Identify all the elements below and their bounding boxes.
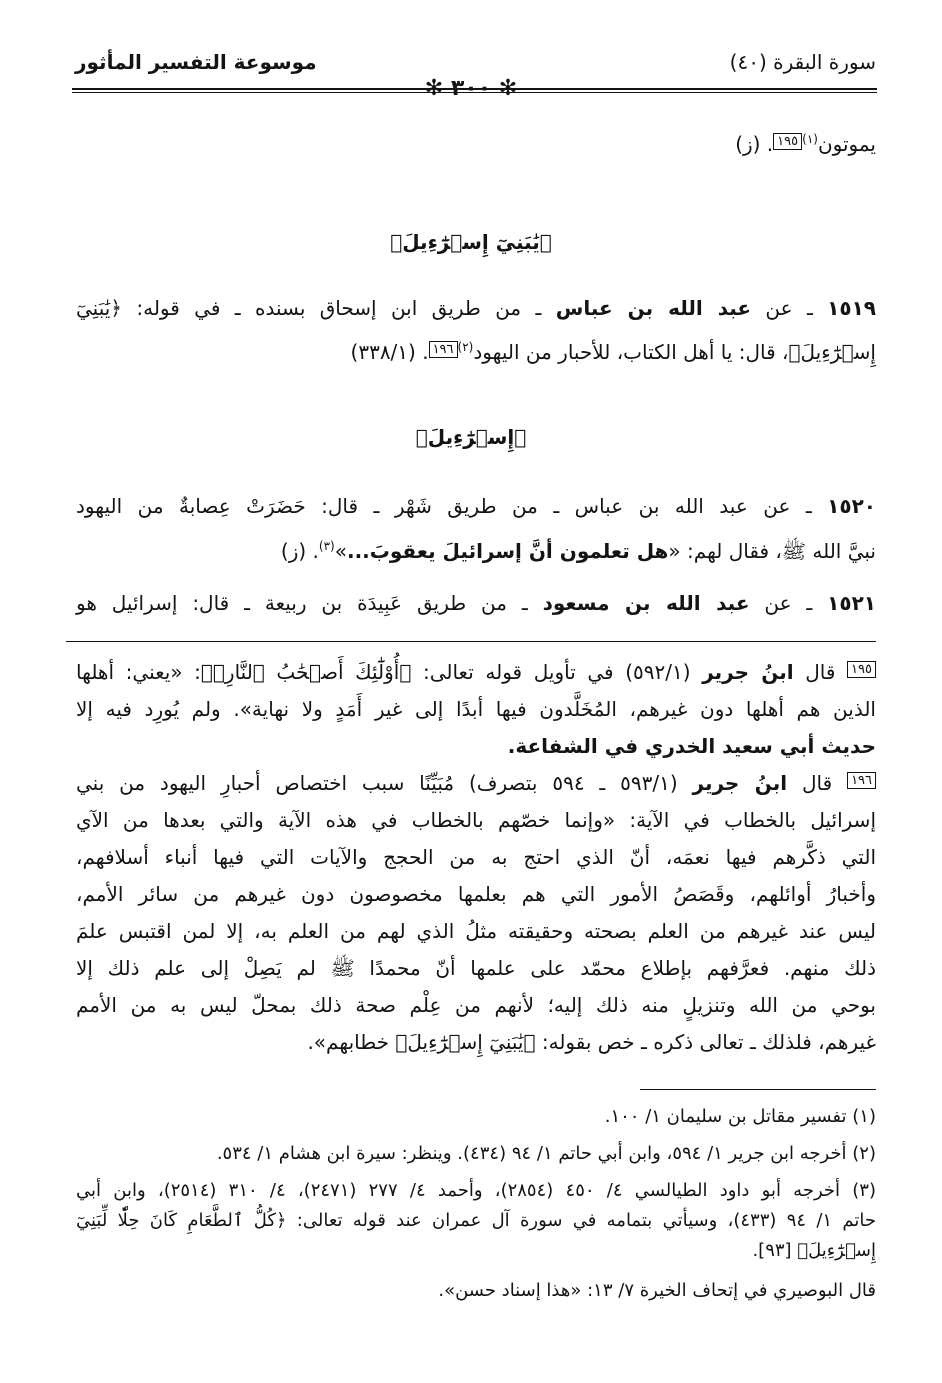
note-196-line: إسرائيل بالخطاب في الآية: «وإنما خصّهم بالخطاب في هذه الآية والتي بعدها من الآي — [76, 808, 876, 832]
hadith-number: ١٥١٩ — [827, 296, 876, 320]
note-196-line: غيرهم، فلذلك ـ تعالى ذكره ـ خص بقوله: ﴿يَٰبَنِيٓ إِسۡرَٰٓءِيلَ﴾ خطابهم». — [307, 1030, 876, 1054]
note-number-box: ١٩٥ — [847, 661, 876, 678]
footnote-1: (١) تفسير مقاتل بن سليمان ١/ ١٠٠. — [604, 1106, 876, 1127]
hadith-number: ١٥٢١ — [827, 591, 876, 615]
paragraph-1521-line: ١٥٢١ ـ عن عبد الله بن مسعود ـ من طريق عَبِيدَة بن ربيعة ـ قال: إسرائيل هو — [76, 591, 876, 615]
paragraph-1520-line: نبيَّ الله ﷺ، فقال لهم: «هل تعلمون أنَّ إسرائيلَ يعقوبَ...»$^{(٣)}$. (ز) — [280, 539, 876, 563]
paragraph-1519-line: إِسۡرَٰٓءِيلَ﴾، قال: يا أهل الكتاب، للأحبار من اليهود$^{(٢)}$١٩٦. (٣٣٨/١) — [350, 340, 876, 364]
note-196-line: التي ذكَّرهم فيها نعمَه، أنّ الذي احتج به من الحجج والآيات التي فيها أنباء أسلافهم، — [76, 845, 876, 869]
narrator-name: عبد الله بن مسعود — [542, 591, 750, 615]
footnote-2: (٢) أخرجه ابن جرير ١/ ٥٩٤، وابن أبي حاتم ١/ ٩٤ (٤٣٤). وينظر: سيرة ابن هشام ١/ ٥٣٤. — [216, 1143, 876, 1164]
footnote-3-line: (٣) أخرجه أبو داود الطيالسي ٤/ ٤٥٠ (٢٨٥٤)، وأحمد ٤/ ٢٧٧ (٢٤٧١)، ٤/ ٣١٠ (٢٥١٤)، وابن أبي — [76, 1180, 876, 1201]
note-ref-box: ١٩٦ — [429, 341, 458, 358]
note-196-line: بوحي من الله وتنزيلٍ منه ذلك إليه؛ لأنهم من عِلْم صحة ذلك بمحلّ ليس به من الأمم — [76, 993, 876, 1017]
note-196-line: وأخبارُ أوائلهم، وقَصَصُ الأمور التي هم بعلمها مخصوصون دون غيرهم من سائر الأمم، — [76, 882, 876, 906]
surah-title: سورة البقرة (٤٠) — [729, 50, 876, 74]
book-title: موسوعة التفسير المأثور — [75, 50, 317, 74]
hadith-number: ١٥٢٠ — [827, 494, 876, 518]
notes-separator — [66, 641, 876, 642]
note-195-line: الذين هم أهلها دون غيرهم، المُخَلَّدون فيها أبدًا إلى غير أَمَدٍ ولا نهاية». ولم يُورِد فيه إلا — [76, 697, 876, 721]
header-rule — [72, 88, 877, 90]
footnote-3-line: حاتم ١/ ٩٤ (٤٣٣)، وسيأتي بتمامه في سورة آل عمران عند قوله تعالى: ﴿كُلُّ ٱلطَّعَامِ كَانَ حِلّٗا لِّبَنِيٓ — [76, 1210, 876, 1231]
narrator-name: عبد الله بن عباس — [555, 296, 752, 320]
note-195-line: حديث أبي سعيد الخدري في الشفاعة. — [507, 734, 876, 758]
note-196-line: ليس عند غيرهم من العلم بصحته وحقيقته مثلُ الذي لهم من العلم به، إلا لمن اقتبس علمَ — [76, 919, 876, 943]
footnote-3-line: إِسۡرَٰٓءِيلَ﴾ [٩٣]. — [752, 1240, 876, 1261]
footnotes-separator — [640, 1089, 876, 1090]
text-line: يموتون$^{(١)}$١٩٥. (ز) — [735, 132, 876, 156]
paragraph-1519-line: ١٥١٩ ـ عن عبد الله بن عباس ـ من طريق ابن إسحاق بسنده ـ في قوله: ﴿يَٰبَنِيٓ — [76, 296, 876, 320]
note-195-line: ١٩٥ قال ابنُ جرير (٥٩٢/١) في تأويل قوله تعالى: ﴿أُوْلَٰٓئِكَ أَصۡحَٰبُ ٱلنَّارِۖ﴾: «يعني: أهلها — [76, 660, 876, 684]
footnote-3-line: قال البوصيري في إتحاف الخيرة ٧/ ١٣: «هذا إسناد حسن». — [438, 1280, 876, 1301]
header-rule-thin — [72, 92, 877, 93]
note-number-box: ١٩٦ — [847, 772, 876, 789]
paragraph-1520-line: ١٥٢٠ ـ عن عبد الله بن عباس ـ من طريق شَهْر ـ قال: حَضَرَتْ عِصابةٌ من اليهود — [76, 494, 876, 518]
note-ref-box: ١٩٥ — [773, 133, 802, 150]
section-heading: ﴿إِسۡرَٰٓءِيلَ﴾ — [415, 425, 527, 449]
section-heading: ﴿يَٰبَنِيٓ إِسۡرَٰٓءِيلَ﴾ — [390, 230, 552, 254]
note-196-line: ١٩٦ قال ابنُ جرير (٥٩٣/١ ـ ٥٩٤ بتصرف) مُبَيِّنًا سبب اختصاص أحبارِ اليهود من بني — [76, 771, 876, 795]
note-196-line: ذلك منهم. فعرَّفهم بإطلاع محمّد على علمها أنّ محمدًا ﷺ لم يَصِلْ إلى علم ذلك إلا — [76, 956, 876, 980]
